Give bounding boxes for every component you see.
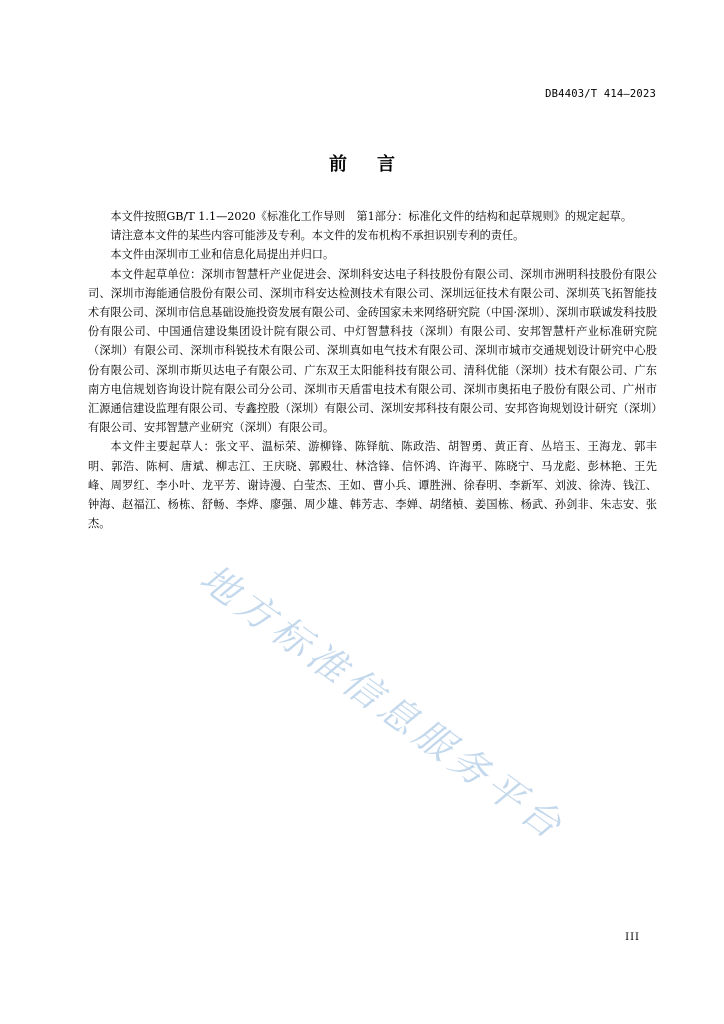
paragraph-drafters: 本文件主要起草人：张文平、温标荣、游柳锋、陈铎航、陈政浩、胡智勇、黄正育、丛培玉、王海龙、郭丰明、郭浩、陈柯、唐斌、柳志江、王庆晓、郭殿壮、林浛锋、信怀鸿、许海平、陈晓宁、马龙彪、彭林艳、王先峰、周罗红、李小叶、龙平芳、谢诗漫、白莹杰、王如、曹小兵、谭胜洲、徐春明、李新军、刘波、徐涛、钱江、钟海、赵福江、杨栋、舒畅、李烨、廖强、周少雄、韩芳志、李婵、胡绪楨、姜国栋、杨武、孙剑非、朱志安、张杰。 [88, 440, 657, 531]
paragraph-drafting-rules: 本文件按照GB/T 1.1—2020《标准化工作导则 第1部分：标准化文件的结构和起草规则》的规定起草。 [110, 210, 633, 223]
paragraph-drafting-units: 本文件起草单位：深圳市智慧杆产业促进会、深圳科安达电子科技股份有限公司、深圳市洲明科技股份有限公司、深圳市海能通信股份有限公司、深圳市科安达检测技术有限公司、深圳远征技术有限公司、深圳英飞拓智能技术有限公司、深圳市信息基础设施投资发展有限公司、金砖国家未来网络研究院（中国·深圳）、深圳市联诚发科技股份有限公司、中国通信建设集团设计院有限公司、中灯智慧科技（深圳）有限公司、安邦智慧杆产业标准研究院（深圳）有限公司、深圳市科锐技术有限公司、深圳真如电气技术有限公司、深圳市城市交通规划设计研究中心股份有限公司、深圳市斯贝达电子有限公司、广东双王太阳能科技有限公司、清科优能（深圳）技术有限公司、广东南方电信规划咨询设计院有限公司分公司、深圳市天盾雷电技术有限公司、深圳市奥拓电子股份有限公司、广州市汇源通信建设监理有限公司、专鑫控股（深圳）有限公司、深圳安邦科技有限公司、安邦咨询规划设计研究（深圳）有限公司、安邦智慧产业研究（深圳）有限公司。 [88, 267, 657, 435]
watermark: 地方标准信息服务平台 [192, 555, 574, 850]
page-title: 前言 [329, 154, 425, 175]
foreword-body [88, 207, 657, 533]
document-code: DB4403/T 414—2023 [545, 88, 656, 100]
paragraph-patent-notice: 请注意本文件的某些内容可能涉及专利。本文件的发布机构不承担识别专利的责任。 [110, 229, 525, 243]
paragraph-proposer: 本文件由深圳市工业和信息化局提出并归口。 [110, 248, 335, 262]
page-number: III [625, 932, 640, 943]
